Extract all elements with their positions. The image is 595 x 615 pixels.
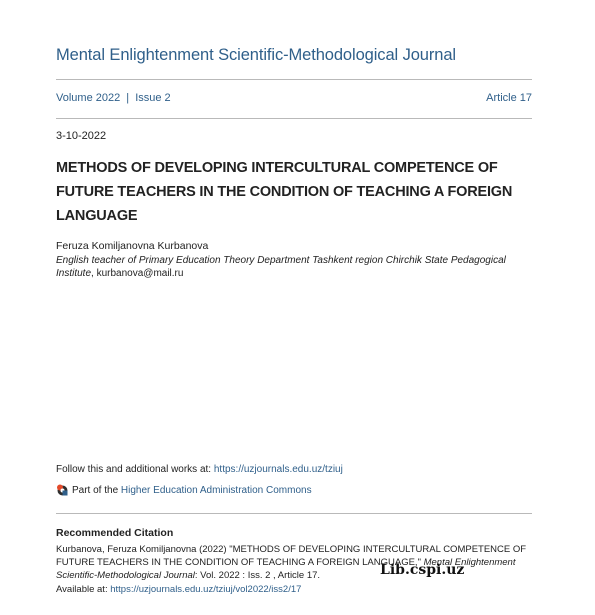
- watermark: Lib.cspi.uz: [380, 562, 465, 578]
- commons-label: Part of the: [72, 485, 119, 496]
- follow-line: [56, 464, 343, 475]
- affiliation-text: English teacher of Primary Education Theory Department Tashkent region Chirchik State Pedagogical Institute: [56, 255, 506, 279]
- header-divider: [56, 79, 532, 80]
- author-affiliation: [56, 254, 536, 280]
- publication-date: 3-10-2022: [56, 130, 107, 142]
- citation-divider: [56, 513, 532, 514]
- citation-heading: Recommended Citation: [56, 527, 174, 539]
- author-email: , kurbanova@mail.ru: [91, 268, 184, 279]
- citation-volume: : Vol. 2022 : Iss. 2 , Article 17.: [194, 570, 321, 581]
- citation-main: Kurbanova, Feruza Komiljanovna (2022) "METHODS OF DEVELOPING INTERCULTURAL COMPETENCE OF FUTURE TEACHERS IN THE CONDITION OF TEACHING A FOREIGN LANGUAGE,": [56, 544, 527, 568]
- article-title: METHODS OF DEVELOPING INTERCULTURAL COMPETENCE OF FUTURE TEACHERS IN THE CONDITION OF TEACHING A FOREIGN LANGUAGE: [56, 160, 513, 224]
- issue-link[interactable]: Issue 2: [135, 92, 171, 104]
- volume-link[interactable]: Volume 2022: [56, 92, 121, 104]
- follow-label: Follow this and additional works at:: [56, 464, 214, 475]
- available-url-link[interactable]: https://uzjournals.edu.uz/tziuj/vol2022/iss2/17: [110, 584, 302, 595]
- available-label: Available at:: [56, 584, 111, 595]
- follow-url-link[interactable]: https://uzjournals.edu.uz/tziuj: [213, 464, 343, 475]
- commons-line: [56, 484, 312, 497]
- meta-separator: |: [126, 92, 130, 104]
- journal-title[interactable]: Mental Enlightenment Scientific-Methodological Journal: [56, 46, 456, 64]
- article-number-link[interactable]: Article 17: [486, 92, 532, 104]
- citation-journal: Mental Enlightenment Scientific-Methodological Journal: [56, 557, 516, 581]
- network-commons-icon: [56, 484, 69, 497]
- issue-meta-row: [56, 92, 532, 104]
- available-line: [56, 584, 301, 595]
- author-name: Feruza Komiljanovna Kurbanova: [56, 240, 209, 252]
- commons-link[interactable]: Higher Education Administration Commons: [120, 485, 312, 496]
- meta-divider: [56, 118, 532, 119]
